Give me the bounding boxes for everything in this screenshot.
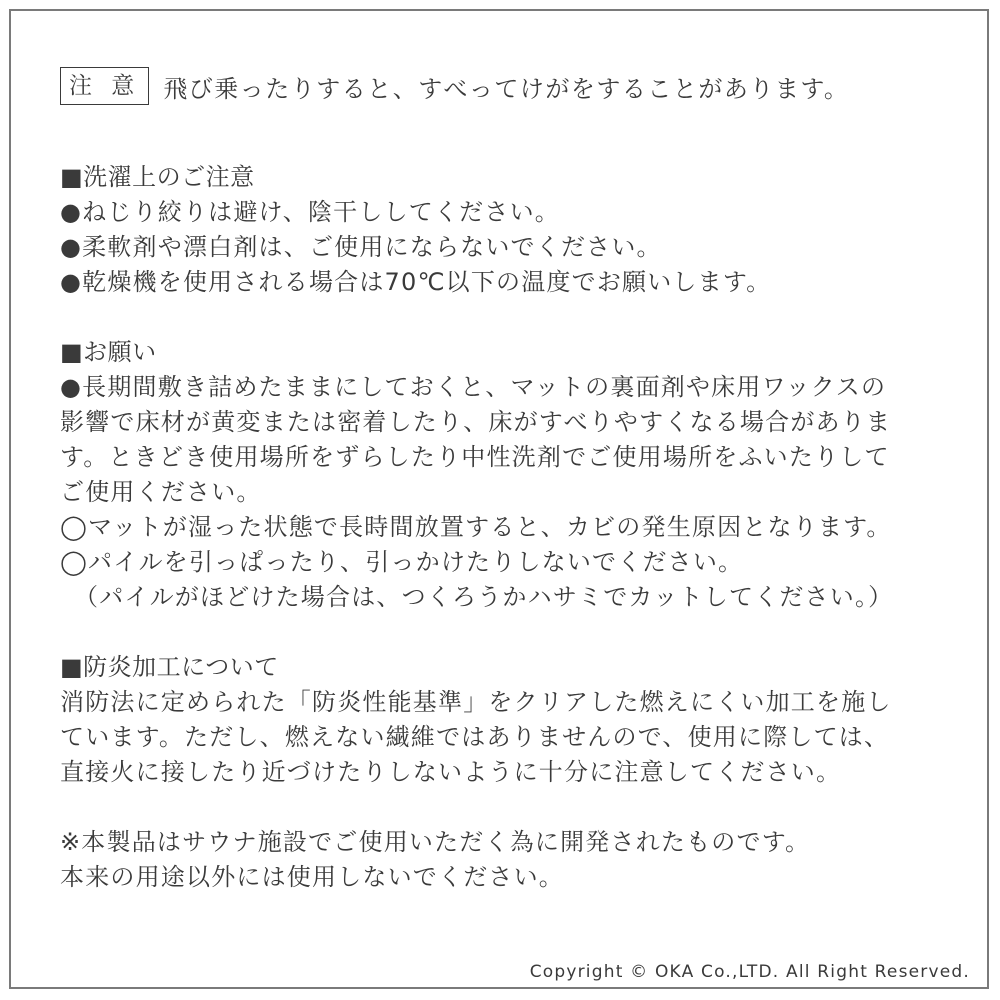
note-line: ※本製品はサウナ施設でご使用いただく為に開発されたものです。 [60,828,811,856]
request-line: 影響で床材が黄変または密着したり、床がすべりやすくなる場合がありま [60,408,892,436]
washing-item: ●柔軟剤や漂白剤は、ご使用にならないでください。 [60,233,662,261]
caution-row [60,62,960,110]
washing-item: ●乾燥機を使用される場合は70℃以下の温度でお願いします。 [60,268,772,296]
request-line: す。ときどき使用場所をずらしたり中性洗剤でご使用場所をふいたりして [60,443,890,471]
copyright-text: Copyright © OKA Co.,LTD. All Right Reserved. [529,962,970,982]
request-line: ◯パイルを引っぱったり、引っかけたりしないでください。 [60,548,744,576]
request-section [60,335,960,615]
note-line: 本来の用途以外には使用しないでください。 [60,863,564,891]
request-line: （パイルがほどけた場合は、つくろうかハサミでカットしてください。） [74,583,894,611]
note-section [60,825,960,895]
request-line: ◯マットが湿った状態で長時間放置すると、カビの発生原因となります。 [60,513,892,541]
flameproof-line: ています。ただし、燃えない繊維ではありませんので、使用に際しては、 [60,723,890,751]
flameproof-line: 直接火に接したり近づけたりしないように十分に注意してください。 [60,758,842,786]
washing-heading: ■洗濯上のご注意 [60,163,255,191]
flameproof-heading: ■防炎加工について [60,653,279,681]
flameproof-section [60,650,960,790]
caution-label: 注 意 [60,67,149,105]
request-heading: ■お願い [60,338,157,366]
washing-item: ●ねじり絞りは避け、陰干ししてください。 [60,198,560,226]
notice-content [60,62,960,895]
request-line: ご使用ください。 [60,478,262,506]
washing-section [60,160,960,300]
request-line: ●長期間敷き詰めたままにしておくと、マットの裏面剤や床用ワックスの [60,373,887,401]
caution-text: 飛び乗ったりすると、すべってけがをすることがあります。 [163,74,850,103]
flameproof-line: 消防法に定められた「防炎性能基準」をクリアした燃えにくい加工を施し [60,688,892,716]
